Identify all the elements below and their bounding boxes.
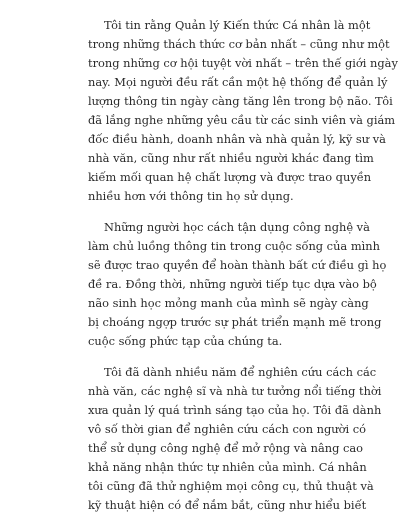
body-text	[88, 16, 398, 527]
text-line: nhà văn, cũng như rất nhiều người khác đang tìm	[88, 151, 374, 165]
text-line: làm chủ luồng thông tin trong cuộc sống của mình	[88, 239, 380, 253]
text-line: Những người học cách tận dụng công nghệ và	[104, 220, 370, 234]
text-line: đốc điều hành, doanh nhân và nhà quản lý, kỹ sư và	[88, 132, 386, 146]
text-line: vô số thời gian để nghiên cứu cách con người có	[88, 422, 366, 436]
paragraph-1	[88, 16, 398, 206]
text-line: xưa quản lý quá trình sáng tạo của họ. Tôi đã dành	[88, 403, 382, 417]
text-line: nhà văn, các nghệ sĩ và nhà tư tưởng nổi tiếng thời	[88, 384, 382, 398]
text-line: Tôi tin rằng Quản lý Kiến thức Cá nhân là một	[104, 18, 371, 32]
text-line: kiếm mối quan hệ chất lượng và được trao quyền	[88, 170, 372, 184]
text-line: thể sử dụng công nghệ để mở rộng và nâng cao	[88, 441, 364, 455]
text-line: não sinh học mỏng manh của mình sẽ ngày càng	[88, 296, 369, 310]
text-line: tôi cũng đã thử nghiệm mọi công cụ, thủ thuật và	[88, 479, 374, 493]
text-line: đề ra. Đồng thời, những người tiếp tục dựa vào bộ	[88, 277, 377, 291]
text-line: khả năng nhận thức tự nhiên của mình. Cá nhân	[88, 460, 367, 474]
paragraph-3	[88, 363, 382, 515]
text-line: sẽ được trao quyền để hoàn thành bất cứ điều gì họ	[88, 258, 387, 272]
text-line: bị choáng ngợp trước sự phát triển mạnh mẽ trong	[88, 315, 382, 329]
text-line: Tôi đã dành nhiều năm để nghiên cứu cách các	[104, 365, 377, 379]
text-line: nhiều hơn với thông tin họ sử dụng.	[88, 189, 294, 203]
text-line: cuộc sống phức tạp của chúng ta.	[88, 334, 283, 348]
paragraph-2	[88, 218, 387, 351]
text-line: lượng thông tin ngày càng tăng lên trong bộ não. Tôi	[88, 94, 393, 108]
text-line: trong những thách thức cơ bản nhất – cũng như một	[88, 37, 390, 51]
text-line: nay. Mọi người đều rất cần một hệ thống để quản lý	[88, 75, 388, 89]
text-line: trong những cơ hội tuyệt vời nhất – trên thế giới ngày	[88, 56, 398, 70]
text-line: kỹ thuật hiện có để nắm bắt, cũng như hiểu biết	[88, 498, 367, 512]
text-line: đã lắng nghe những yêu cầu từ các sinh viên và giám	[88, 113, 396, 127]
